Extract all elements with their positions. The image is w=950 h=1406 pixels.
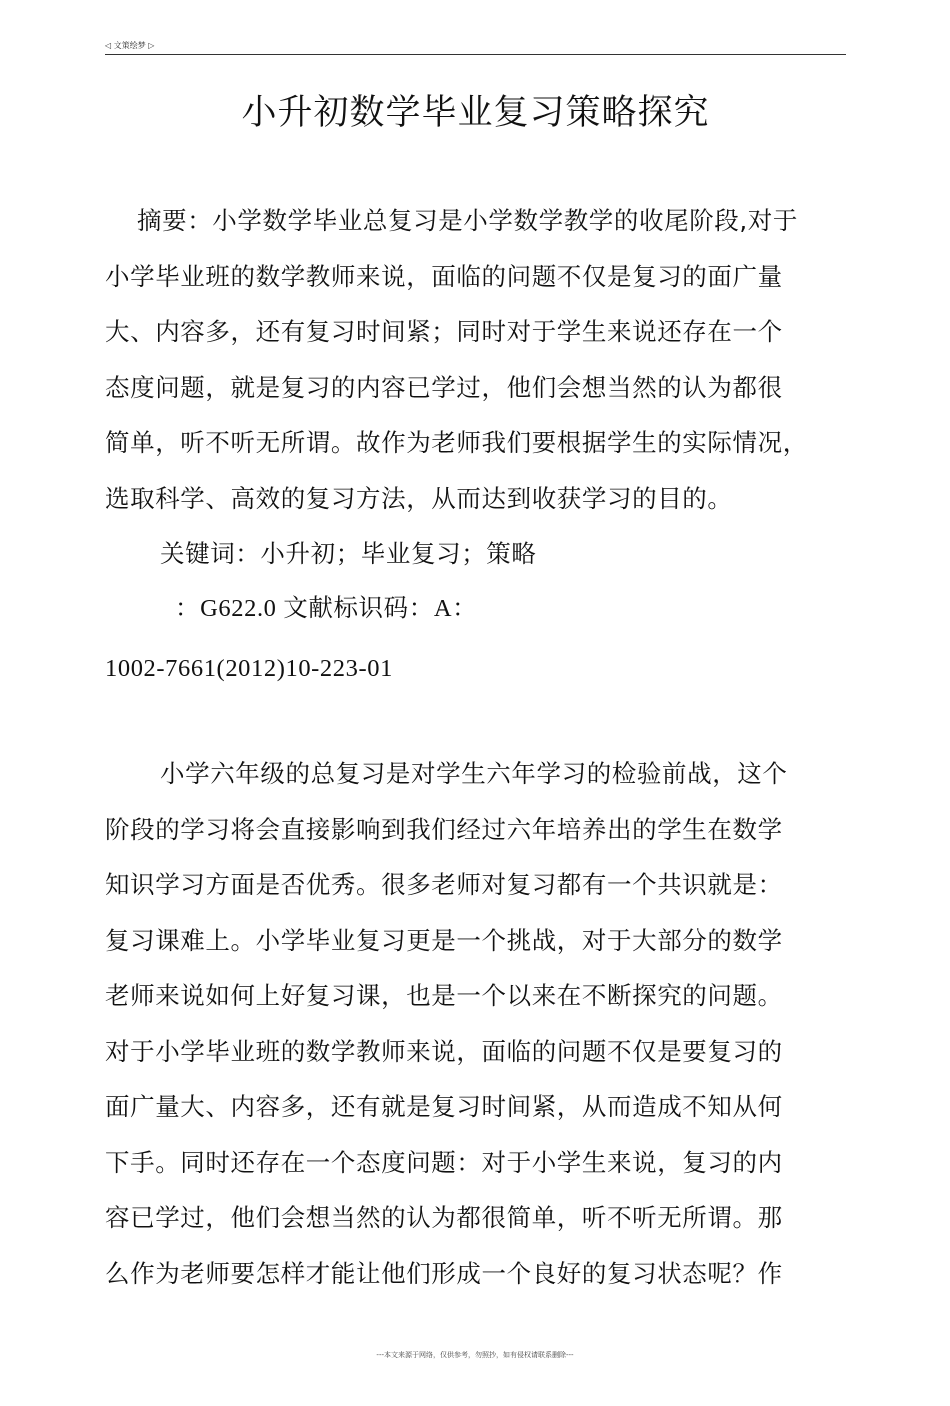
abstract-line: 选取科学、高效的复习方法，从而达到收获学习的目的。: [105, 483, 733, 513]
body-line: 老师来说如何上好复习课，也是一个以来在不断探究的问题。: [105, 981, 783, 1010]
keywords-line: 关键词：小升初；毕业复习；策略: [160, 539, 537, 568]
page-footer-notice: ---本文来源于网络，仅供参考，勿照抄，如有侵权请联系删除---: [376, 1351, 574, 1359]
body-line: 复习课难上。小学毕业复习更是一个挑战，对于大部分的数学: [105, 925, 783, 955]
body-line: 小学六年级的总复习是对学生六年学习的检验前战，这个: [160, 759, 788, 788]
document-title: 小升初数学毕业复习策略探究: [241, 93, 710, 133]
classification-line: ：G622.0 文献标识码：A：: [175, 595, 478, 622]
body-line: 容已学过，他们会想当然的认为都很简单，听不听无所谓。那: [105, 1203, 783, 1232]
body-paragraph: [105, 746, 846, 1301]
abstract-line: 简单，听不听无所谓。故作为老师我们要根据学生的实际情况，: [105, 428, 808, 457]
abstract-line: 态度问题，就是复习的内容已学过，他们会想当然的认为都很: [105, 372, 783, 402]
abstract-paragraph: [105, 193, 846, 526]
body-line: 阶段的学习将会直接影响到我们经过六年培养出的学生在数学: [105, 814, 783, 844]
body-line: 下手。同时还存在一个态度问题：对于小学生来说，复习的内: [105, 1147, 783, 1177]
abstract-line: 小学毕业班的数学教师来说，面临的问题不仅是复习的面广量: [105, 261, 783, 291]
body-line: 面广量大、内容多，还有就是复习时间紧，从而造成不知从何: [105, 1092, 783, 1121]
article-id-line: 1002-7661(2012)10-223-01: [105, 655, 393, 682]
body-line: 么作为老师要怎样才能让他们形成一个良好的复习状态呢？作: [105, 1258, 783, 1288]
page-header: [105, 40, 846, 55]
body-line: 知识学习方面是否优秀。很多老师对复习都有一个共识就是：: [105, 870, 783, 899]
body-line: 对于小学毕业班的数学教师来说，面临的问题不仅是要复习的: [105, 1036, 783, 1066]
abstract-line: 摘要：小学数学毕业总复习是小学数学教学的收尾阶段,对于: [137, 206, 798, 235]
abstract-line: 大、内容多，还有复习时间紧；同时对于学生来说还存在一个: [105, 317, 783, 346]
header-logo-text: ◁ 文策绘梦 ▷: [105, 41, 155, 50]
